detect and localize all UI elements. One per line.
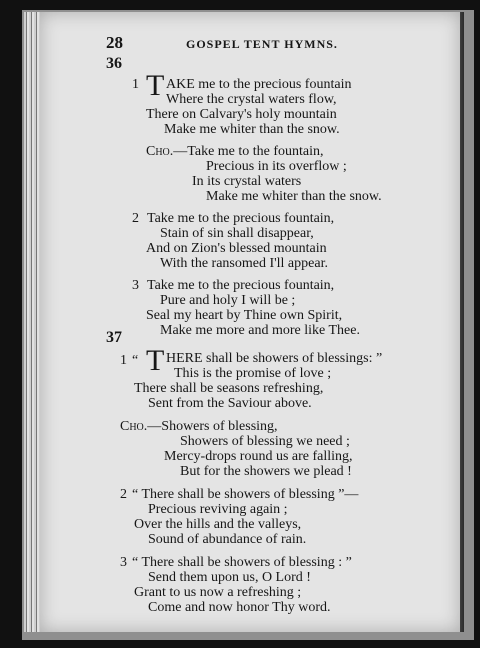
stanza-number: 2 xyxy=(132,211,139,226)
hymn-number: 36 xyxy=(106,55,122,72)
verse-line: Come and now honor Thy word. xyxy=(148,600,331,615)
chorus-line: In its crystal waters xyxy=(192,174,302,189)
verse-line: Make me more and more like Thee. xyxy=(160,323,360,338)
verse-line: “ There shall be showers of blessing ”— xyxy=(132,487,359,502)
verse-line: Precious reviving again ; xyxy=(148,502,288,517)
verse-line: And on Zion's blessed mountain xyxy=(146,241,327,256)
drop-cap: T xyxy=(146,344,165,377)
stanza-number: 2 xyxy=(120,487,127,502)
verse-line: Take me to the precious fountain, xyxy=(147,278,335,293)
page-number: 28 xyxy=(106,33,123,52)
verse-line: Sound of abundance of rain. xyxy=(148,532,307,547)
verse-line: Where the crystal waters flow, xyxy=(166,92,337,107)
verse-line: With the ransomed I'll appear. xyxy=(160,256,328,271)
open-quote: “ xyxy=(132,353,139,368)
stanza-number: 1 xyxy=(120,353,127,368)
verse-line: “ There shall be showers of blessing : ” xyxy=(132,555,352,570)
chorus-line xyxy=(146,145,324,159)
verse-line: Mercy-drops round us are falling, xyxy=(164,449,353,464)
verse-line: There on Calvary's holy mountain xyxy=(146,107,337,122)
chorus-text: —Showers of blessing, xyxy=(147,419,278,434)
stanza-number: 3 xyxy=(120,555,127,570)
verse-line: Stain of sin shall disappear, xyxy=(160,226,314,241)
verse-line: But for the showers we plead ! xyxy=(180,464,352,479)
verse-line: Grant to us now a refreshing ; xyxy=(134,585,302,600)
verse-line: AKE me to the precious fountain xyxy=(166,77,352,92)
stanza-number: 1 xyxy=(132,77,139,92)
verse-line: Sent from the Saviour above. xyxy=(148,396,312,411)
verse-line: Take me to the precious fountain, xyxy=(147,211,335,226)
chorus-label: Cho. xyxy=(120,419,148,434)
chorus-line xyxy=(120,420,278,434)
verse-line: Send them upon us, O Lord ! xyxy=(148,570,311,585)
verse-line: Make me whiter than the snow. xyxy=(164,122,340,137)
running-head: GOSPEL TENT HYMNS. xyxy=(186,37,338,51)
verse-line: Seal my heart by Thine own Spirit, xyxy=(146,308,343,323)
stanza-number: 3 xyxy=(132,278,139,293)
hymn-number: 37 xyxy=(106,329,122,346)
verse-line: There shall be seasons refreshing, xyxy=(134,381,324,396)
verse-line: HERE shall be showers of blessings: ” xyxy=(166,351,383,366)
verse-line: Showers of blessing we need ; xyxy=(180,434,350,449)
verse-line: This is the promise of love ; xyxy=(174,366,332,381)
book-page xyxy=(40,12,460,632)
chorus-line: Make me whiter than the snow. xyxy=(206,189,382,204)
chorus-label: Cho. xyxy=(146,144,174,159)
chorus-line: Precious in its overflow ; xyxy=(206,159,347,174)
verse-line: Pure and holy I will be ; xyxy=(160,293,296,308)
verse-line: Over the hills and the valleys, xyxy=(134,517,302,532)
drop-cap: T xyxy=(146,69,165,102)
chorus-text: —Take me to the fountain, xyxy=(173,144,324,159)
